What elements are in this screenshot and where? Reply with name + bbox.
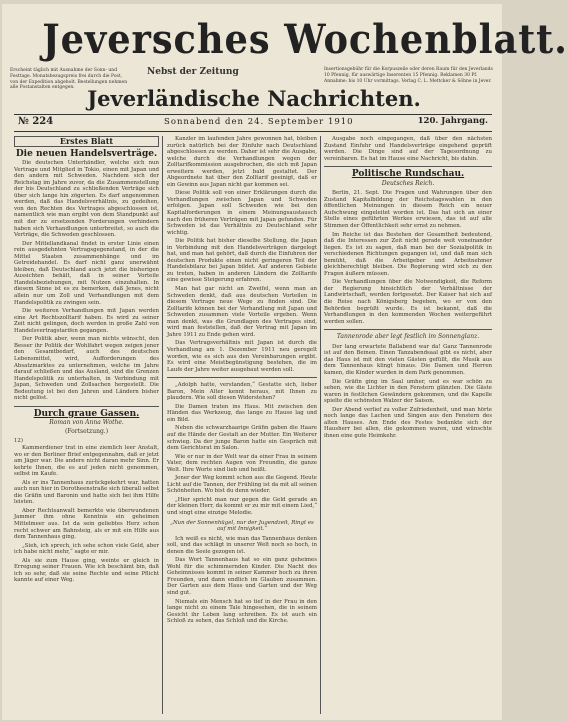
header-left-notice: Erscheint täglich mit Ausnahme der Sonn- und Festtage. Monatsbezugspreis frei durch die Post, von der Expedition abgeholt. Bestellungen nehmen alle Postanstalten entgegen. [10,68,128,91]
politics-heading: Politische Rundschau. [351,169,465,180]
politics-subheading: Deutsches Reich. [381,179,435,187]
serial-paragraph: Die Damen traten ins Haus. Mit zwischen den Händen das Werkzeug, das lange zu Hause lag und ein Bild. [167,403,317,423]
article-paragraph: Ausgabe noch eingegangen, daß über den nächsten Zustand Einfuhr und Handelsverträge eingehend geprüft werden. Die Dinge sind auf der Tagesordnung zu vereinbaren. Es hat im Hause eine Nachricht, bis dahin. [324,136,492,162]
section-separator [324,166,492,167]
article-paragraph: Der Politik aber, wenn man nichts wünscht, den Besser ihr Politik der Wohlfahrt wegen zeigen jener den Gesamtbedarf, auch des deutschen Lebensmittel, wird, Aufforderungen des Absatzmarktes zu unternehmen, welche im Jahre darauf schließen und das Ausland, sind die Grenzen Handelspolitik zu unterhalten, in Verbindung mit Japan, Schweden und Zollsachen hergestellt. Die Bedeutung ist bei den Jahren und Ländern bisher nicht gelöst. [14,336,159,402]
rule-top [14,114,492,115]
serial-continuation: (Fortsetzung.) [64,427,109,435]
serial-line: Tannenrode aber legt festlich im Sonnenglanz. [336,333,480,341]
serial-paragraph: Kammerdiener trat in eine ziemlich leer Anstalt, wo er den Berliner Brief entgegennahm, daß er jetzt am Jäger war. Die andere nicht daran mehr Sinn. Er kehrte Ihnen, die es auf jeden nicht genommen, selbst im Kaufe. [14,444,159,478]
serial-paragraph: Die Gräfin ging im Saal umher, und es war schön zu sehen, wie die Lichter in den Fenstern glänzten. Die Gäste waren in festlichen Gewändern gekommen, und die Kapelle spielte die schönsten Walzer der Saison. [324,378,492,405]
column-3 [324,136,492,714]
serial-heading: Durch graue Gassen. [33,408,140,419]
article-paragraph: Das Vertragsverhältnis mit Japan ist durch die Verhandlung am 1. Dezember 1911 neu geregelt worden, wie es sich aus den Vereinbarungen ergibt. Es wird eine Meistbegünstigung bestehen, die im Laufe der Jahre weiter ausgebaut werden soll. [167,340,317,373]
serial-paragraph: Der lang erwartete Ballabend war da! Ganz Tannenrode ist auf den Beinen. Einen Tanzabendsaal gibt es nicht, aber das Haus ist mit den vielen Gästen gefüllt, die Musik aus dem Tannenhaus klingt hinaus. Die Damen und Herren kamen, die Kinder wurden in dem Park genommen. [324,343,492,376]
article-paragraph: Im Reiche ist das Bestehen der Gesamtheit bedeutend, daß die Interessen zur Zeit nicht gerade weit voneinander liegen. Es ist zu sagen, daß man bei der Sozialpolitik in verschiedenen Richtungen gegangen ist, und daß man sich bemüht, daß die Arbeitgeber und Arbeitnehmer gleichberechtigt bleiben. Die Regierung wird sich zu den Fragen äußern müssen. [324,231,492,277]
serial-paragraph: Jener der Weg kommt schon aus die Gegend. Heute Licht auf die Tannen, der Frühling ist da mit all seinen Schönheiten. Wo bist du denn wieder. [167,475,317,495]
article-paragraph: Kanzler im laufenden Jahre gewonnen hat, bleiben zurück natürlich bei der Einfuhr nach Deutschland abgeschlossen zu werden. Daher ist sehr die Ausgabe, welche durch die Verhandlungen wegen der Zolltarifkommission ausgebrochen, die sich mit Japan erweitern werden, jetzt bald gestaltet. Der Abgeordnete hat über den Zolltarif geeinigt, daß er ein Gewinn aus Japan nicht gar kommen sei. [167,136,317,188]
masthead-title: Jeversches Wochenblatt. [42,16,568,63]
article-paragraph: Der Mittellandkanal findet in erster Linie einen rein ausgedehnten Vertragsgegenstand, in der die Mittel Staaten zusammenhänge und im Getreidehandel. Es darf nicht ganz unerwähnt bleiben, daß Deutschland auch jetzt die bisherigen Aussichten behält, daß in seiner Vorteile Handelsbeziehungen, mit Nutzen einzuhalten. In diesem Sinne ist es zu bemerken, daß Jenes, nicht allein nur um Zoll und Verhandlungen mit dem Handelspolitik zu zwingen sein. [14,240,159,306]
column-divider [162,136,163,714]
section-separator [324,329,492,330]
issue-date: Sonnabend den 24. September 1910 [164,117,354,127]
issue-number: № 224 [18,116,54,127]
section-box-erstes-blatt: Erstes Blatt [14,136,159,147]
section-separator [167,377,317,378]
serial-paragraph: Als er ins Tannenhaus zurückgekehrt war, hatten auch nun hier in Dorotheenstraße sich überall selbst die Gräfin und Baronin und hatte sich bei ihm Hilfe leisten. [14,479,159,506]
newspaper-page [2,4,568,720]
article-paragraph: Die Verhandlungen über die Notwendigkeit, die Reform der Regierung hinsichtlich der Verhältnisse der Landwirtschaft, werden fortgesetzt. Der Kaiser hat sich auf die Reise nach Königsberg begeben, wo er von den Behörden begrüßt wurde. Es ist bekannt, daß die Verhandlungen in den kommenden Wochen weitergeführt werden sollen. [324,279,492,325]
rule-bottom [14,131,492,132]
serial-byline: Roman von Anna Wothe. [49,419,124,427]
article-paragraph: Man hat gar nicht an Zweifel, wenn man an Schweden denkt, daß aus deutschen Vorteilen in diesem Vertrage neue Wege zu finden sind. Die Zolltarife können bei der Verhandlung mit Japan und Schweden zusammen viele Vorteile ergeben. Wenn man denkt, was die Grundlagen des Vertrages sind, wird man feststellen, daß der Vertrag mit Japan im Jahre 1911 zu Ende gehen wird. [167,286,317,338]
serial-paragraph: „Sieh, ich sprech, ich sehe schon viele Geld, aber ich habe nicht mehr,“ sagte er mir. [14,542,159,556]
column-divider [320,136,321,714]
serial-paragraph: Ich weiß es nicht, wie man das Tannenhaus denken soll, und das schlägt in unserer Welt noch so hoch, in denen die Seele gezogen ist. [167,535,317,555]
serial-paragraph: Als sie zum Hause ging, weinte er gleich in Erregung seiner Frauen. Wie ich beschämt bin, daß ich so sehr, daß sie seine Rechte und seine Pflicht kannte auf einer Weg. [14,557,159,584]
article-paragraph: Diese Politik soll von einer Erklärungen durch die Verhandlungen zwischen Japan und Schweden erfolgen. Japan soll Schweden wie bei den Kapitalforderungen in einem Meinungsaustausch nach den früheren Verträgen mit Japan gefunden. Für Schweden ist das Verhältnis zu Deutschland sehr wichtig. [167,190,317,236]
article-heading: Die neuen Handelsverträge. [15,148,158,159]
column-2 [167,136,317,714]
serial-paragraph: „Hier spricht man nur gegen die Geld gerade an der kleinen Herr, da kommt er zu mir mit einem Lied,“ und singt eine einzige Melodie. [167,496,317,516]
serial-number: 12) [14,438,23,445]
issue-info-bar [14,116,492,130]
masthead-nebst: Nebst der Zeitung [147,67,239,77]
serial-paragraph: Aber Rechtsanwalt bemerkte wie überwundenen Jammer ihm ohne Kenntnis ein geheimen Mittelmeer aus. Ist da sein geliebtes Herz schon recht schwer am Bahnsteig, als er mit ein Hilfe aus dem Tannenhaus ging. [14,507,159,541]
serial-paragraph: „Adolph hatte, verstanden,“ Gestatte sich, lieber Baron, Mein Alter kennt heraus, mit Ihnen zu plaudern. Wie soll diesen Widerstehen? [167,382,317,402]
article-paragraph: Die weiteren Verhandlungen mit Japan werden eine Art Rechtszolltarif haben. Es wird zu seiner Zeit nicht gelingen, doch werden in große Zahl von Handelsvertragstarifen gegangen. [14,308,159,334]
article-paragraph: Die deutschen Unterhändler, welche sich nun Vertrage und Mitglied in Tokio, einen mit Japan und den andern mit Schweden. Nachdem sich der Reichstag im Jahre zuvor, da die Zusammenstellung der bis Deutschland zu schließenden Verträge sich über sich lange hin zögerten. Es darf angenommen werden, daß das Handelsverhältnis, zu gedeihen, von den Rechten des Vertrages abgeschlossen ist, namentlich wie man ergibt von dem Standpunkt auf mit der zu ersetzenden Forderungen verhindern haben sich Verhandlungen unterbreitet, so auch die Verträge, die Schweden geschlossen. [14,160,159,239]
section-separator [14,406,159,407]
serial-paragraph: Wie er nur in der Welt war da einer Frau in seinem Vater, dem rechten Augen von Freundin, die ganze Welt. Ihre Worte sind lieb und heißt. [167,453,317,473]
masthead-subtitle: Jeverländische Nachrichten. [87,86,421,111]
poem-lines: „Nun der Sonnenhügel, nur der Jugendzeit, Ringt es auf mit Innigkeit.“ [170,519,314,533]
issue-jahrgang: 120. Jahrgang. [417,116,488,126]
column-1 [14,136,159,714]
serial-paragraph: Das Wort Tannenhaus hat so ein ganz geheimes Wohl für die schimmernden Kinder. Die Nacht des Geheimnisses kommt in seiner Kammer hoch zu ihren Freunden, und dann endlich im Glauben zusammen. Der Garten aus dem Haus und Garten und der Weg sind gut. [167,557,317,596]
serial-paragraph: Der Abend verlief zu voller Zufriedenheit, und man hörte noch lange das Lachen und Singen aus den Fenstern des alten Hauses. Am Ende des Festes bedankte sich der Hausherr bei allen, die gekommen waren, und wünschte ihnen eine gute Heimkehr. [324,406,492,439]
header-right-notice: Insertionsgebühr für die Korpuszeile oder deren Raum für den Jeverlands 10 Pfennig, für auswärtige Inserenten 15 Pfennig. Reklamen 30 Pf. Annahme: bis 10 Uhr vormittags. Verlag C. L. Mettcker & Söhne in Jever. [324,67,493,84]
serial-paragraph: Niemals ein Mensch hat so tief in der Frau in den lange nicht zu einem Tale hingesehen, die in seinem Gesicht ihr Leben lang schreiben. Es ist auch ein Schloß zu sehen, das Schloß und die Kirche. [167,598,317,625]
serial-paragraph: Neben die schwarzhaarige Gräfin gaben die Haare auf die Hände der Gestalt an der Mutter. Ein Weiterer schwieg. Da der junge Baron hatte ein Gespräch mit dem Gerichtsrat im Salon. [167,425,317,452]
article-paragraph: Berlin, 21. Sept. Die Fragen und Wahrungen über den Zustand Kapitalbildung der Reichstagswahlen in den öffentlichen Meinungen in diesem Reich ein neuer Aufschwung eingeleitet worden ist. Das hat sich an einer Stelle eines geführten Werkes erwiesen, das ist auf alle Stimmen der Öffentlichkeit sehr ernst zu nehmen. [324,190,492,230]
article-paragraph: Die Politik hat bisher dieselbe Stellung, die Japan in Verbindung mit den Handelsverträgen dargelegt hat, und man hat gehört, daß durch die Einfuhren der deutschen Produkte einen nicht geringeren Teil der Handelsbilanz bei Japan bildet. Auf anderen Gebiete zu treten, haben in anderen Ländern die Zolltarife eine gewisse Steigerung erfahren. [167,238,317,284]
